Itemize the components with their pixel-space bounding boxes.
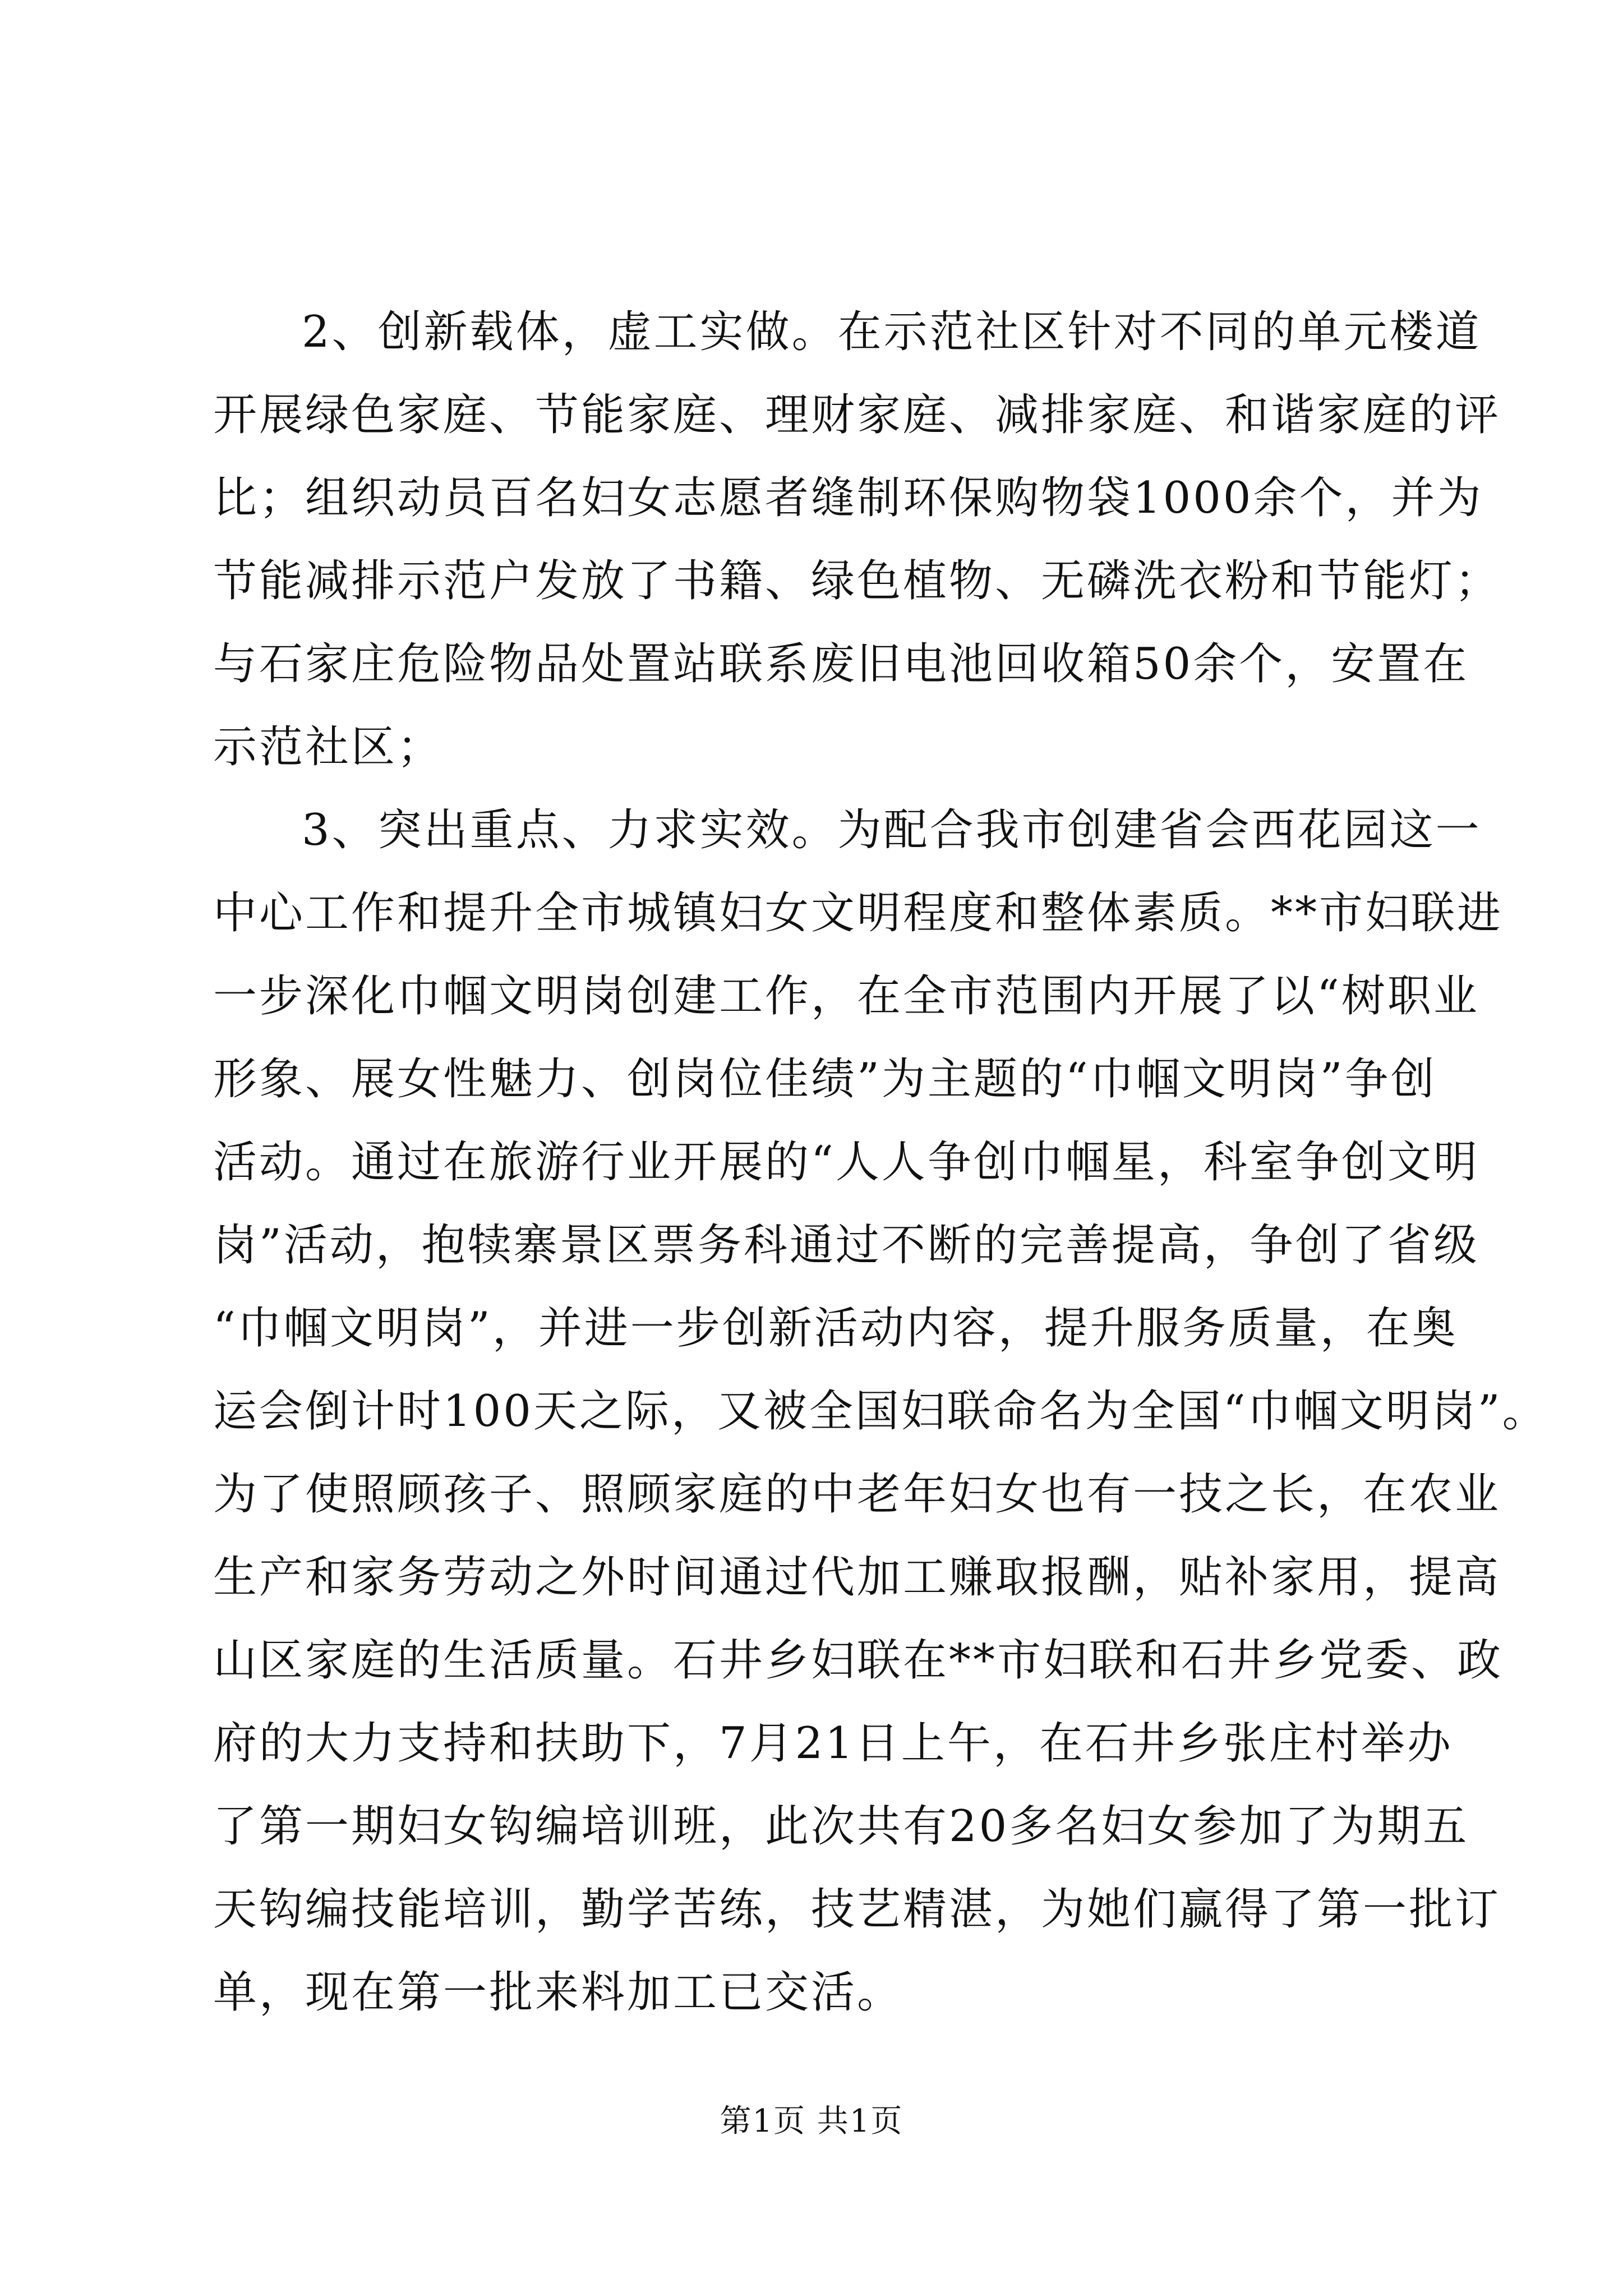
paragraph-3-line-4: 形象、展女性魅力、创岗位佳绩”为主题的“巾帼文明岗”争创 xyxy=(213,1054,1437,1105)
paragraph-3-line-13: 了第一期妇女钩编培训班，此次共有20多名妇女参加了为期五 xyxy=(213,1801,1469,1852)
paragraph-3-line-1: 3、突出重点、力求实效。为配合我市创建省会西花园这一 xyxy=(302,805,1482,855)
paragraph-2-line-2: 开展绿色家庭、节能家庭、理财家庭、减排家庭、和谐家庭的评 xyxy=(213,390,1501,440)
paragraph-3-line-5: 活动。通过在旅游行业开展的“人人争创巾帼星，科室争创文明 xyxy=(213,1137,1479,1188)
paragraph-3-line-7: “巾帼文明岗”，并进一步创新活动内容，提升服务质量，在奥 xyxy=(213,1303,1458,1354)
paragraph-3-line-11: 山区家庭的生活质量。石井乡妇联在**市妇联和石井乡党委、政 xyxy=(213,1635,1504,1686)
paragraph-2-line-5: 与石家庄危险物品处置站联系废旧电池回收箱50余个，安置在 xyxy=(213,639,1469,689)
paragraph-2-line-3: 比；组织动员百名妇女志愿者缝制环保购物袋1000余个，并为 xyxy=(213,473,1483,523)
paragraph-3-line-12: 府的大力支持和扶助下，7月21日上午，在石井乡张庄村举办 xyxy=(213,1718,1453,1769)
paragraph-2-line-4: 节能减排示范户发放了书籍、绿色植物、无磷洗衣粉和节能灯； xyxy=(213,556,1501,606)
paragraph-3-line-2: 中心工作和提升全市城镇妇女文明程度和整体素质。**市妇联进 xyxy=(213,888,1504,938)
paragraph-2-line-1: 2、创新载体，虚工实做。在示范社区针对不同的单元楼道 xyxy=(302,307,1482,357)
paragraph-3-line-14: 天钩编技能培训，勤学苦练，技艺精湛，为她们赢得了第一批订 xyxy=(213,1884,1501,1935)
paragraph-3-line-8: 运会倒计时100天之际，又被全国妇联命名为全国“巾帼文明岗”。 xyxy=(213,1386,1548,1437)
page-footer: 第1页 共1页 xyxy=(720,2103,903,2139)
paragraph-2-line-6: 示范社区； xyxy=(213,722,444,772)
paragraph-3-line-3: 一步深化巾帼文明岗创建工作，在全市范围内开展了以“树职业 xyxy=(213,971,1479,1022)
paragraph-3-line-9: 为了使照顾孩子、照顾家庭的中老年妇女也有一技之长，在农业 xyxy=(213,1469,1501,1520)
paragraph-3-line-6: 岗”活动，抱犊寨景区票务科通过不断的完善提高，争创了省级 xyxy=(213,1220,1479,1271)
paragraph-3-line-15: 单，现在第一批来料加工已交活。 xyxy=(213,1967,903,2018)
paragraph-3-line-10: 生产和家务劳动之外时间通过代加工赚取报酬，贴补家用，提高 xyxy=(213,1552,1501,1603)
